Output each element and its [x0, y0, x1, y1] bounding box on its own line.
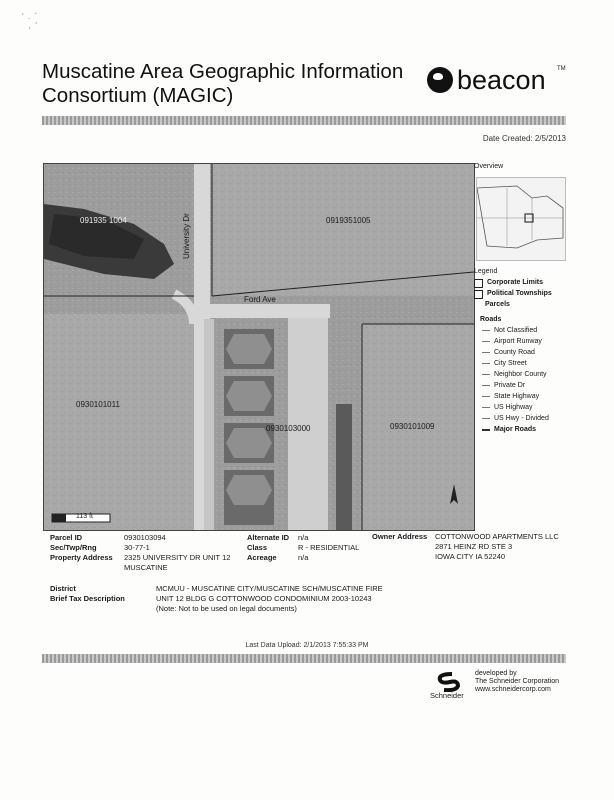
developed-by: developed by The Schneider Corporation www.schneidercorp.com — [475, 670, 560, 693]
legend-road-item: Airport Runway — [482, 336, 566, 347]
beacon-logo — [425, 64, 575, 96]
info-col2-labels — [247, 533, 289, 563]
address-line2: MUSCATINE — [124, 563, 168, 572]
logo-tm: TM — [557, 66, 566, 72]
legend-roads-heading: Roads — [480, 316, 502, 323]
legend-major-roads: Major Roads — [482, 424, 566, 435]
parcel-label-nw: 091935 1004 — [80, 216, 127, 225]
brief-line2: (Note: Not to be used on legal documents) — [156, 604, 297, 613]
footer-band — [42, 654, 566, 663]
street-label-ford: Ford Ave — [244, 295, 276, 304]
brief-label: Brief Tax Description — [50, 594, 125, 603]
parcel-label-center: 0930103000 — [266, 424, 311, 433]
schneider-wordmark: Schneider — [430, 691, 464, 700]
class-value: R - RESIDENTIAL — [298, 543, 360, 552]
brief-line1: UNIT 12 BLDG G COTTONWOOD CONDOMINIUM 2003-10243 — [156, 594, 372, 603]
legend-road-item: Private Dr — [482, 380, 566, 391]
acreage-value: n/a — [298, 553, 309, 562]
parcel-id-value: 0930103094 — [124, 533, 166, 542]
map-legend — [474, 266, 566, 435]
legend-parcels: Parcels — [485, 301, 510, 308]
overview-panel — [474, 163, 566, 261]
info-row2-values — [156, 584, 383, 614]
alt-id-label: Alternate ID — [247, 533, 290, 542]
owner-line1: COTTONWOOD APARTMENTS LLC — [435, 532, 559, 541]
owner-values — [435, 532, 559, 562]
owner-line3: IOWA CITY IA 52240 — [435, 552, 506, 561]
scan-specks: ' . ´ , ' — [22, 12, 38, 30]
legend-road-item: Neighbor County — [482, 369, 566, 380]
info-col2-values — [298, 533, 359, 563]
overview-canvas — [477, 178, 565, 260]
info-row2-labels — [50, 584, 125, 604]
info-col1-values — [124, 533, 230, 573]
address-line1: 2325 UNIVERSITY DR UNIT 12 — [124, 553, 231, 562]
schneider-link[interactable]: www.schneidercorp.com — [475, 686, 551, 693]
checkbox-corporate-limits[interactable] — [474, 279, 483, 288]
last-upload: Last Data Upload: 2/1/2013 7:55:33 PM — [245, 642, 369, 649]
legend-road-item: State Highway — [482, 391, 566, 402]
aerial-map[interactable] — [43, 163, 475, 531]
legend-road-item: County Road — [482, 347, 566, 358]
checkbox-political-townships[interactable] — [474, 290, 483, 299]
legend-road-item: Not Classified — [482, 325, 566, 336]
owner-line2: 2871 HEINZ RD STE 3 — [435, 542, 513, 551]
alt-id-value: n/a — [298, 533, 309, 542]
header-band — [42, 116, 566, 125]
sec-label: Sec/Twp/Rng — [50, 543, 97, 552]
parcel-label-ne: 0919351005 — [326, 216, 371, 225]
page-title: Muscatine Area Geographic Information Consortium (MAGIC) — [42, 60, 404, 107]
legend-label: Legend — [474, 268, 498, 275]
legend-political-townships[interactable]: Political Townships — [474, 288, 566, 299]
scale-label: 113 ft — [76, 513, 93, 520]
date-created: Date Created: 2/5/2013 — [482, 134, 566, 143]
class-label: Class — [247, 543, 268, 552]
street-label-university: University Dr — [182, 213, 191, 259]
parcel-label-w: 0930101011 — [76, 400, 120, 409]
parcel-id-label: Parcel ID — [50, 533, 83, 542]
logo-text: beacon — [457, 65, 546, 95]
sec-value: 30-77-1 — [124, 543, 150, 552]
owner-label: Owner Address — [372, 532, 428, 541]
acreage-label: Acreage — [247, 553, 277, 562]
address-label: Property Address — [50, 553, 113, 562]
legend-road-item: US Hwy - Divided — [482, 413, 566, 424]
overview-label: Overview — [474, 163, 504, 170]
info-col1-labels — [50, 533, 113, 563]
globe-icon — [427, 67, 453, 93]
district-label: District — [50, 584, 76, 593]
district-value: MCMUU - MUSCATINE CITY/MUSCATINE SCH/MUSCATINE FIRE — [156, 584, 383, 593]
legend-corporate-limits[interactable]: Corporate Limits — [474, 277, 566, 288]
legend-road-item: US Highway — [482, 402, 566, 413]
overview-map[interactable] — [476, 177, 566, 261]
parcel-label-e: 0930101009 — [390, 422, 435, 431]
legend-road-item: City Street — [482, 358, 566, 369]
